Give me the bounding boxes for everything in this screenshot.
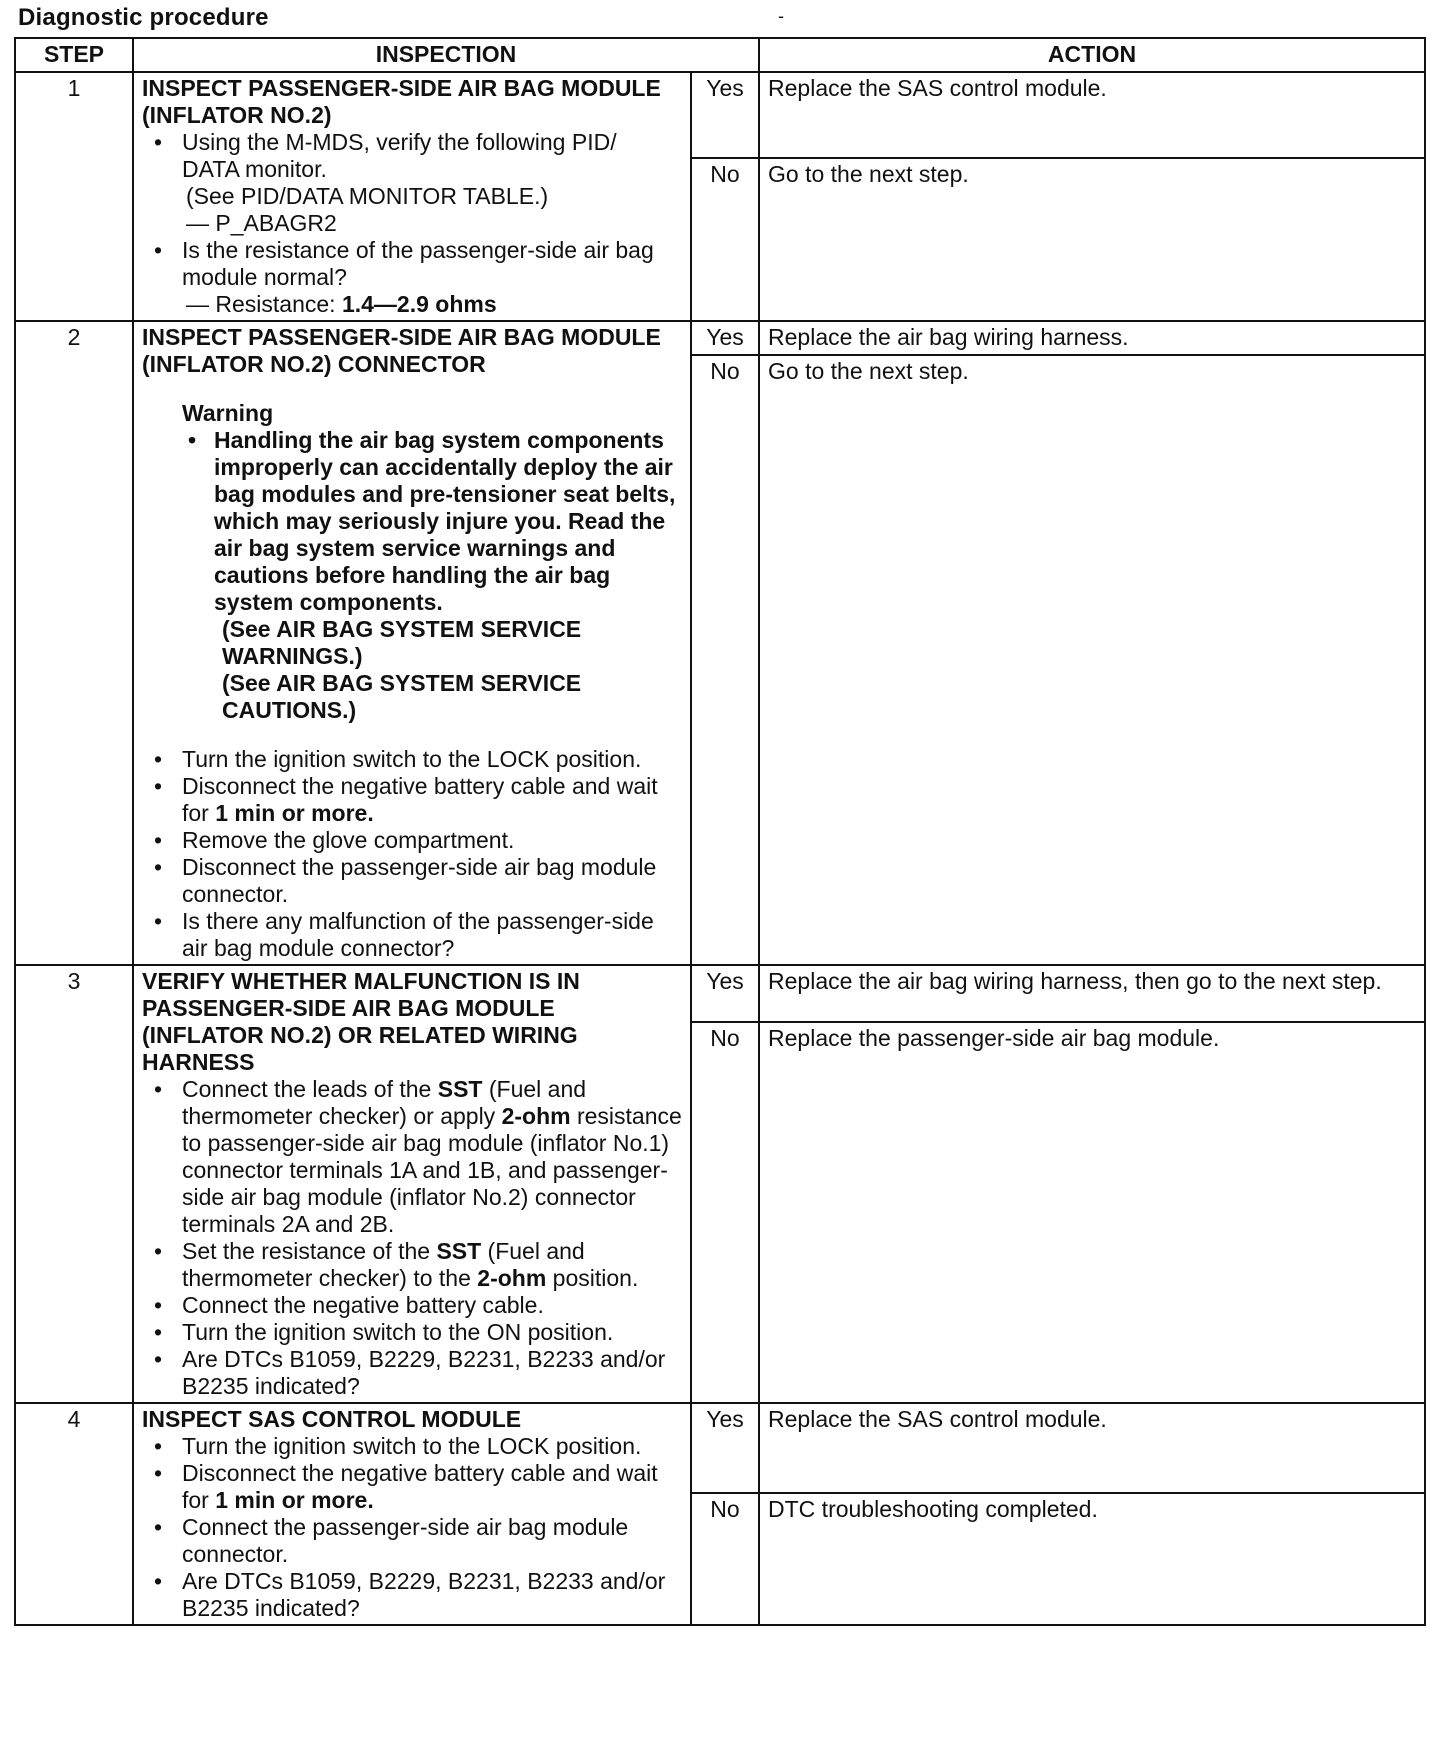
step-1-resistance-spec xyxy=(182,291,682,318)
step-1-inspection xyxy=(133,72,691,321)
step-4-yes-action: Replace the SAS control module. xyxy=(759,1403,1425,1493)
step-3-bullet-1 xyxy=(182,1076,682,1238)
step-3-bullet-2-part3: position. xyxy=(546,1265,639,1291)
action-column-header: ACTION xyxy=(759,38,1425,72)
step-4-bullet-1: • Turn the ignition switch to the LOCK position. xyxy=(182,1433,682,1460)
inspection-column-header: INSPECTION xyxy=(133,38,759,72)
page-title: Diagnostic procedure xyxy=(18,4,269,31)
step-1-bullet-1 xyxy=(182,129,682,237)
service-warnings-ref: (See AIR BAG SYSTEM SERVICE WARNINGS.) xyxy=(222,616,582,669)
step-4-inspection xyxy=(133,1403,691,1625)
step-3-no-action: Replace the passenger-side air bag module. xyxy=(759,1022,1425,1403)
step-2-bullet-4: • Disconnect the passenger-side air bag module connector. xyxy=(182,854,682,908)
warning-bullets xyxy=(182,427,682,724)
step-2-bullet-3: • Remove the glove compartment. xyxy=(182,827,682,854)
resistance-value: 1.4—2.9 ohms xyxy=(341,291,497,317)
resistance-label: — Resistance: xyxy=(186,291,342,317)
step-1-no-action: Go to the next step. xyxy=(759,158,1425,321)
step-2-inspection xyxy=(133,321,691,965)
step-1-bullet-1-line1: • Using the M-MDS, verify the following PID/ xyxy=(182,129,617,155)
step-3-no-label: No xyxy=(691,1022,759,1403)
step-3-yes-label: Yes xyxy=(691,965,759,1022)
step-2-number: 2 xyxy=(15,321,133,965)
step-1-no-label: No xyxy=(691,158,759,321)
sst-label: SST xyxy=(436,1238,482,1264)
step-1-yes-action: Replace the SAS control module. xyxy=(759,72,1425,158)
step-column-header: STEP xyxy=(15,38,133,72)
step-4-yes-label: Yes xyxy=(691,1403,759,1493)
step-3-bullet-5: • Are DTCs B1059, B2229, B2231, B2233 and/or B2235 indicated? xyxy=(182,1346,682,1400)
step-1-pid-item: — P_ABAGR2 xyxy=(186,210,337,236)
stray-mark: - xyxy=(778,6,784,26)
service-cautions-ref: (See AIR BAG SYSTEM SERVICE CAUTIONS.) xyxy=(222,670,582,723)
step-4-bullet-2 xyxy=(182,1460,682,1514)
step-4-bullet-4: • Are DTCs B1059, B2229, B2231, B2233 and/or B2235 indicated? xyxy=(182,1568,682,1622)
step-3-bullet-2-part1: Set the resistance of the xyxy=(182,1238,437,1264)
step-3-bullets xyxy=(142,1076,682,1400)
step-2-wait-time: 1 min or more. xyxy=(215,800,374,826)
step-2-bullet-2 xyxy=(182,773,682,827)
step-2-yes-label: Yes xyxy=(691,321,759,355)
step-3-bullet-2 xyxy=(182,1238,682,1292)
step-4-no-label: No xyxy=(691,1493,759,1625)
step-3-number: 3 xyxy=(15,965,133,1403)
step-3-bullet-2-part2: (Fuel and thermometer checker) to the xyxy=(182,1238,585,1291)
sst-label: SST xyxy=(437,1076,483,1102)
step-1-number: 1 xyxy=(15,72,133,321)
step-4-wait-time: 1 min or more. xyxy=(215,1487,374,1513)
step-3-bullet-3: • Connect the negative battery cable. xyxy=(182,1292,682,1319)
step-1-bullet-1-line2: DATA monitor. xyxy=(182,156,327,182)
step-2-yes-action: Replace the air bag wiring harness. xyxy=(759,321,1425,355)
table-header-row xyxy=(15,38,1425,72)
step-4-bullet-2-text: Disconnect the negative battery cable and wait for xyxy=(182,1460,658,1513)
step-2-warning-box xyxy=(142,400,682,724)
step-2-bullets xyxy=(142,746,682,962)
step-4-bullets xyxy=(142,1433,682,1622)
step-1-heading: INSPECT PASSENGER-SIDE AIR BAG MODULE (INFLATOR NO.2) xyxy=(142,75,661,128)
warning-bullet xyxy=(214,427,682,724)
step-4-heading: INSPECT SAS CONTROL MODULE xyxy=(142,1406,522,1432)
step-2-bullet-1: • Turn the ignition switch to the LOCK position. xyxy=(182,746,682,773)
step-2-bullet-5: • Is there any malfunction of the passenger-side air bag module connector? xyxy=(182,908,682,962)
step-3-bullet-1-part2: (Fuel and thermometer checker) or apply xyxy=(182,1076,587,1129)
step-1-yes-row xyxy=(15,72,1425,158)
step-3-heading: VERIFY WHETHER MALFUNCTION IS IN PASSENGER-SIDE AIR BAG MODULE (INFLATOR NO.2) OR RELATED WIRING HARNESS xyxy=(142,968,580,1075)
step-1-bullet-2 xyxy=(182,237,682,318)
step-3-inspection xyxy=(133,965,691,1403)
step-4-bullet-3: • Connect the passenger-side air bag module connector. xyxy=(182,1514,682,1568)
step-2-no-action: Go to the next step. xyxy=(759,355,1425,965)
step-3-yes-row xyxy=(15,965,1425,1022)
step-3-bullet-1-part3: resistance to passenger-side air bag module (inflator No.1) connector terminals 1A and 1B, and passenger-side air bag module (inflator No.2) connector terminals 2A and 2B. xyxy=(182,1103,682,1237)
step-3-bullet-1-part1: Connect the leads of the xyxy=(182,1076,438,1102)
step-3-yes-action: Replace the air bag wiring harness, then go to the next step. xyxy=(759,965,1425,1022)
step-2-no-label: No xyxy=(691,355,759,965)
warning-title: Warning xyxy=(182,400,274,426)
step-4-number: 4 xyxy=(15,1403,133,1625)
step-2-yes-row xyxy=(15,321,1425,355)
step-1-bullets xyxy=(142,129,682,318)
step-4-no-action: DTC troubleshooting completed. xyxy=(759,1493,1425,1625)
ohm-value: 2-ohm xyxy=(477,1265,547,1291)
warning-text: • Handling the air bag system components improperly can accidentally deploy the air bag modules and pre-tensioner seat belts, which may seriously injure you. Read the air bag system service warnings and cautions before handling the air bag system components. xyxy=(214,427,676,615)
diagnostic-procedure-table xyxy=(14,37,1426,1626)
step-3-bullet-4: • Turn the ignition switch to the ON position. xyxy=(182,1319,682,1346)
step-2-heading: INSPECT PASSENGER-SIDE AIR BAG MODULE (INFLATOR NO.2) CONNECTOR xyxy=(142,324,661,377)
step-2-bullet-2-text: Disconnect the negative battery cable and wait for xyxy=(182,773,658,826)
step-4-yes-row xyxy=(15,1403,1425,1493)
ohm-value: 2-ohm xyxy=(501,1103,571,1129)
step-1-monitor-table-ref: (See PID/DATA MONITOR TABLE.) xyxy=(186,183,549,209)
step-1-bullet-2-text: • Is the resistance of the passenger-side air bag module normal? xyxy=(182,237,654,290)
step-1-yes-label: Yes xyxy=(691,72,759,158)
